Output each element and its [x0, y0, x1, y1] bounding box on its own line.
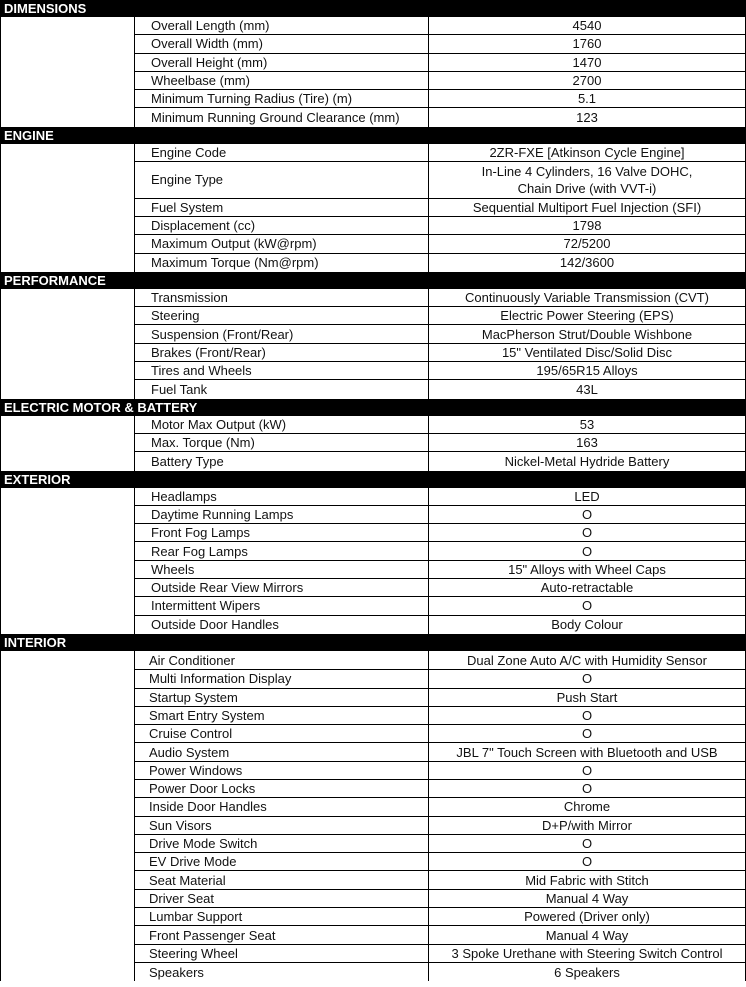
spec-row: [135, 108, 746, 126]
spec-label: Rear Fog Lamps: [135, 542, 429, 559]
spec-value: 43L: [429, 380, 746, 398]
spec-value: Dual Zone Auto A/C with Humidity Sensor: [429, 651, 746, 669]
spec-value: Body Colour: [429, 616, 746, 634]
spec-row: [135, 561, 746, 579]
spec-value: 53: [429, 416, 746, 433]
spec-row: [135, 798, 746, 816]
spec-row: [135, 235, 746, 253]
spec-label: Cruise Control: [135, 725, 429, 742]
spec-value: Manual 4 Way: [429, 890, 746, 907]
spec-value: JBL 7" Touch Screen with Bluetooth and USB: [429, 743, 746, 760]
spec-label: Sun Visors: [135, 817, 429, 834]
spec-label: Fuel System: [135, 199, 429, 216]
spec-label: Maximum Output (kW@rpm): [135, 235, 429, 252]
spec-label: Speakers: [135, 963, 429, 981]
section-spacer: [0, 289, 135, 399]
spec-row: [135, 254, 746, 272]
spec-label: Front Passenger Seat: [135, 926, 429, 943]
spec-value: Manual 4 Way: [429, 926, 746, 943]
spec-row: [135, 162, 746, 199]
spec-row: [135, 670, 746, 688]
section-header-dimensions: DIMENSIONS: [0, 0, 746, 17]
spec-row: [135, 908, 746, 926]
spec-row: [135, 72, 746, 90]
spec-label: Smart Entry System: [135, 707, 429, 724]
spec-row: [135, 871, 746, 889]
spec-label: Battery Type: [135, 452, 429, 470]
spec-value: 1470: [429, 54, 746, 71]
spec-label: Displacement (cc): [135, 217, 429, 234]
spec-value: 3 Spoke Urethane with Steering Switch Control: [429, 945, 746, 962]
spec-value: Electric Power Steering (EPS): [429, 307, 746, 324]
spec-label: Power Windows: [135, 762, 429, 779]
section-header-interior: INTERIOR: [0, 634, 746, 651]
spec-label: EV Drive Mode: [135, 853, 429, 870]
spec-label: Engine Code: [135, 144, 429, 161]
spec-row: [135, 434, 746, 452]
spec-row: [135, 762, 746, 780]
spec-value: O: [429, 762, 746, 779]
spec-value: O: [429, 780, 746, 797]
spec-label: Startup System: [135, 689, 429, 706]
section-spacer: [0, 17, 135, 127]
spec-value: 15" Alloys with Wheel Caps: [429, 561, 746, 578]
spec-value: O: [429, 670, 746, 687]
spec-value: O: [429, 524, 746, 541]
spec-row: [135, 725, 746, 743]
spec-row: [135, 945, 746, 963]
section-body-engine: [0, 144, 746, 272]
spec-row: [135, 488, 746, 506]
spec-label: Transmission: [135, 289, 429, 306]
spec-value: O: [429, 707, 746, 724]
spec-label: Inside Door Handles: [135, 798, 429, 815]
spec-row: [135, 289, 746, 307]
spec-label: Outside Door Handles: [135, 616, 429, 634]
spec-label: Tires and Wheels: [135, 362, 429, 379]
spec-row: [135, 707, 746, 725]
section-body-electric: [0, 416, 746, 471]
spec-value: D+P/with Mirror: [429, 817, 746, 834]
spec-row: [135, 542, 746, 560]
spec-label: Steering: [135, 307, 429, 324]
spec-label: Minimum Running Ground Clearance (mm): [135, 108, 429, 126]
spec-value: 142/3600: [429, 254, 746, 272]
spec-label: Suspension (Front/Rear): [135, 325, 429, 342]
spec-value: Continuously Variable Transmission (CVT): [429, 289, 746, 306]
spec-value: Mid Fabric with Stitch: [429, 871, 746, 888]
spec-value: O: [429, 725, 746, 742]
spec-value: 5.1: [429, 90, 746, 107]
spec-label: Intermittent Wipers: [135, 597, 429, 614]
spec-row: [135, 362, 746, 380]
spec-label: Brakes (Front/Rear): [135, 344, 429, 361]
spec-label: Max. Torque (Nm): [135, 434, 429, 451]
spec-value: MacPherson Strut/Double Wishbone: [429, 325, 746, 342]
spec-row: [135, 17, 746, 35]
spec-row: [135, 651, 746, 670]
spec-label: Overall Width (mm): [135, 35, 429, 52]
spec-row: [135, 217, 746, 235]
spec-value: LED: [429, 488, 746, 505]
spec-label: Wheels: [135, 561, 429, 578]
spec-value: O: [429, 542, 746, 559]
spec-value: O: [429, 506, 746, 523]
spec-value: 72/5200: [429, 235, 746, 252]
section-header-engine: ENGINE: [0, 127, 746, 144]
section-header-exterior: EXTERIOR: [0, 471, 746, 488]
spec-label: Wheelbase (mm): [135, 72, 429, 89]
spec-value: 6 Speakers: [429, 963, 746, 981]
section-spacer: [0, 144, 135, 272]
spec-label: Steering Wheel: [135, 945, 429, 962]
spec-value-line: In-Line 4 Cylinders, 16 Valve DOHC,: [481, 163, 693, 179]
spec-value: 123: [429, 108, 746, 126]
section-body-performance: [0, 289, 746, 399]
spec-row: [135, 743, 746, 761]
spec-value: Powered (Driver only): [429, 908, 746, 925]
spec-label: Fuel Tank: [135, 380, 429, 398]
section-header-performance: PERFORMANCE: [0, 272, 746, 289]
spec-label: Overall Height (mm): [135, 54, 429, 71]
spec-value: Chrome: [429, 798, 746, 815]
spec-row: [135, 579, 746, 597]
spec-value: 163: [429, 434, 746, 451]
spec-label: Air Conditioner: [135, 651, 429, 669]
spec-row: [135, 780, 746, 798]
section-body-exterior: [0, 488, 746, 634]
spec-label: Multi Information Display: [135, 670, 429, 687]
spec-row: [135, 452, 746, 470]
spec-row: [135, 380, 746, 398]
spec-label: Seat Material: [135, 871, 429, 888]
spec-row: [135, 144, 746, 162]
section-body-dimensions: [0, 17, 746, 127]
spec-label: Lumbar Support: [135, 908, 429, 925]
spec-value: O: [429, 597, 746, 614]
spec-row: [135, 416, 746, 434]
spec-value: 1798: [429, 217, 746, 234]
spec-label: Driver Seat: [135, 890, 429, 907]
spec-label: Audio System: [135, 743, 429, 760]
spec-value: 2700: [429, 72, 746, 89]
section-header-electric: ELECTRIC MOTOR & BATTERY: [0, 399, 746, 416]
spec-value: [429, 162, 746, 198]
spec-value: 1760: [429, 35, 746, 52]
spec-label: Drive Mode Switch: [135, 835, 429, 852]
spec-row: [135, 963, 746, 981]
spec-value: O: [429, 853, 746, 870]
spec-row: [135, 890, 746, 908]
spec-label: Engine Type: [135, 162, 429, 198]
spec-label: Power Door Locks: [135, 780, 429, 797]
spec-label: Overall Length (mm): [135, 17, 429, 34]
spec-label: Front Fog Lamps: [135, 524, 429, 541]
spec-row: [135, 524, 746, 542]
spec-row: [135, 616, 746, 634]
spec-row: [135, 853, 746, 871]
spec-value: Auto-retractable: [429, 579, 746, 596]
spec-value: Sequential Multiport Fuel Injection (SFI): [429, 199, 746, 216]
section-spacer: [0, 416, 135, 471]
spec-value-line: Chain Drive (with VVT-i): [517, 180, 657, 196]
section-spacer: [0, 488, 135, 634]
section-spacer: [0, 651, 135, 981]
spec-value: Nickel-Metal Hydride Battery: [429, 452, 746, 470]
spec-row: [135, 835, 746, 853]
spec-row: [135, 926, 746, 944]
spec-label: Daytime Running Lamps: [135, 506, 429, 523]
spec-value: 195/65R15 Alloys: [429, 362, 746, 379]
spec-row: [135, 325, 746, 343]
spec-label: Minimum Turning Radius (Tire) (m): [135, 90, 429, 107]
spec-row: [135, 689, 746, 707]
spec-row: [135, 344, 746, 362]
spec-label: Maximum Torque (Nm@rpm): [135, 254, 429, 272]
spec-row: [135, 817, 746, 835]
spec-row: [135, 597, 746, 615]
section-body-interior: [0, 651, 746, 981]
spec-row: [135, 35, 746, 53]
spec-row: [135, 199, 746, 217]
spec-row: [135, 307, 746, 325]
spec-value: Push Start: [429, 689, 746, 706]
spec-label: Motor Max Output (kW): [135, 416, 429, 433]
spec-value: 15" Ventilated Disc/Solid Disc: [429, 344, 746, 361]
spec-value: 4540: [429, 17, 746, 34]
spec-row: [135, 54, 746, 72]
spec-label: Outside Rear View Mirrors: [135, 579, 429, 596]
spec-label: Headlamps: [135, 488, 429, 505]
spec-value: 2ZR-FXE [Atkinson Cycle Engine]: [429, 144, 746, 161]
spec-row: [135, 90, 746, 108]
spec-row: [135, 506, 746, 524]
spec-value: O: [429, 835, 746, 852]
